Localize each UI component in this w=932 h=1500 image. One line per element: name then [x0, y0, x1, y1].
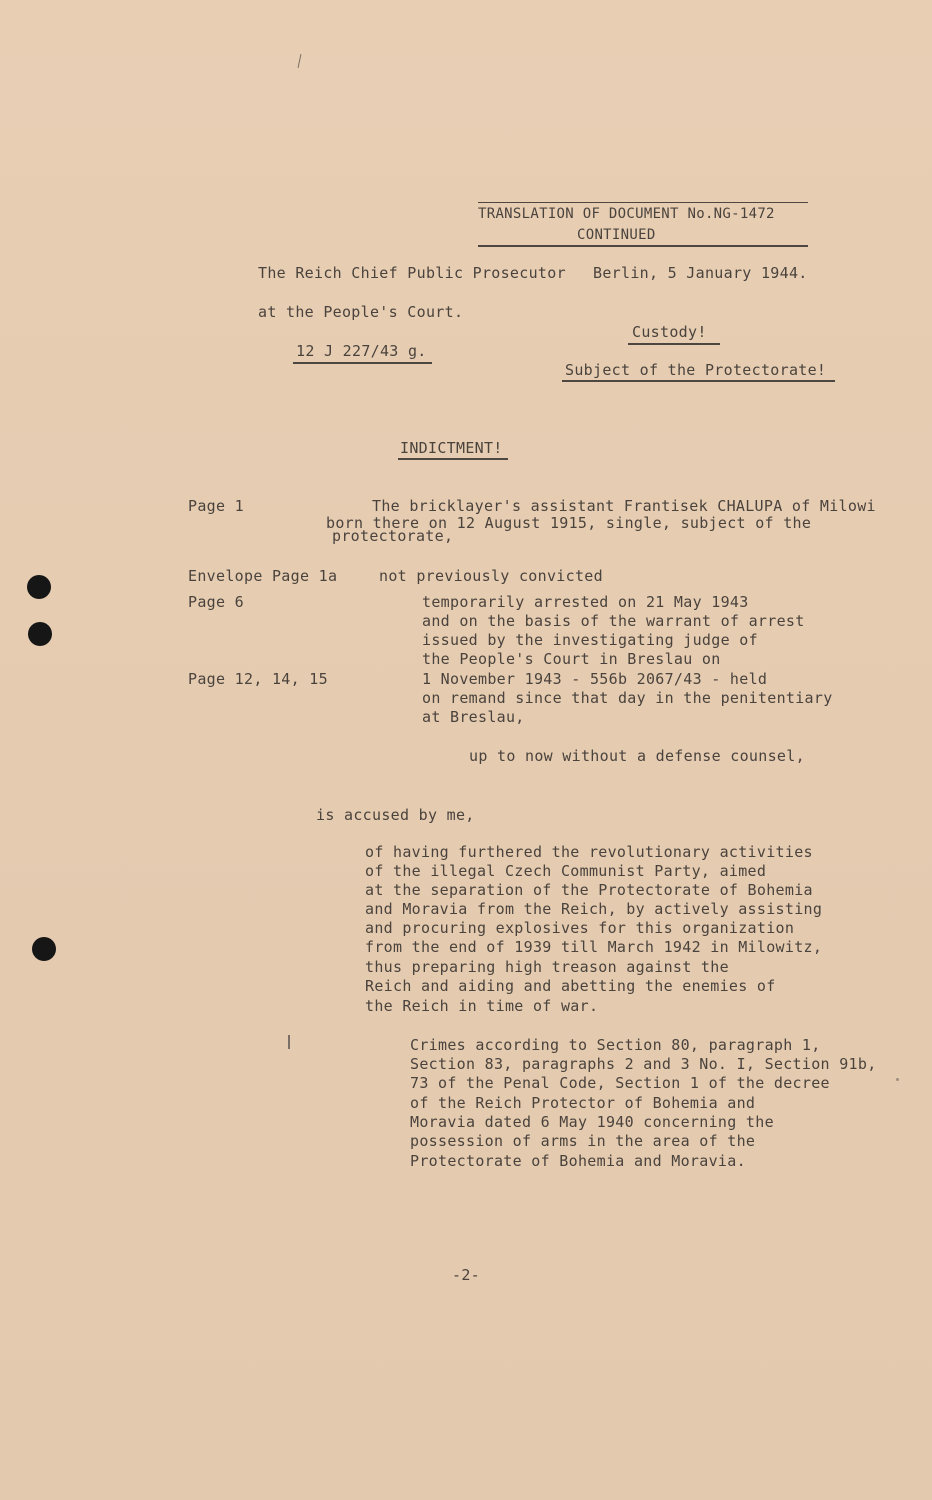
- stray-mark: [288, 1035, 290, 1049]
- entry-line: on remand since that day in the penitentiary: [422, 689, 833, 707]
- charge-line: and procuring explosives for this organization: [365, 919, 795, 937]
- entry-line: protectorate,: [332, 527, 454, 545]
- accused-line: is accused by me,: [316, 806, 475, 824]
- section-title: INDICTMENT!: [400, 439, 503, 457]
- entry-line: temporarily arrested on 21 May 1943: [422, 593, 749, 611]
- margin-ref: Envelope Page 1a: [188, 567, 338, 585]
- entry-line: and on the basis of the warrant of arrest: [422, 612, 805, 630]
- margin-ref: Page 12, 14, 15: [188, 670, 328, 688]
- entry-line: 1 November 1943 - 556b 2067/43 - held: [422, 670, 768, 688]
- sender-line-2: at the People's Court.: [258, 303, 464, 321]
- subject-rule: [562, 380, 835, 382]
- margin-ref: Page 1: [188, 497, 244, 515]
- punch-hole: [32, 937, 56, 961]
- punch-hole: [27, 575, 51, 599]
- crimes-line: Crimes according to Section 80, paragraph 1,: [410, 1036, 821, 1054]
- stray-mark: [298, 54, 302, 68]
- charge-line: and Moravia from the Reich, by actively assisting: [365, 900, 823, 918]
- entry-line: not previously convicted: [379, 567, 603, 585]
- title-rule-top: [478, 202, 808, 203]
- charge-line: at the separation of the Protectorate of Bohemia: [365, 881, 813, 899]
- entry-line: The bricklayer's assistant Frantisek CHALUPA of Milowi: [372, 497, 876, 515]
- charge-line: thus preparing high treason against the: [365, 958, 729, 976]
- charge-line: of the illegal Czech Communist Party, aimed: [365, 862, 767, 880]
- margin-ref: Page 6: [188, 593, 244, 611]
- place-date: Berlin, 5 January 1944.: [593, 264, 808, 282]
- document-title: TRANSLATION OF DOCUMENT No.NG-1472: [478, 206, 775, 222]
- file-number: 12 J 227/43 g.: [296, 342, 427, 360]
- charge-line: of having furthered the revolutionary activities: [365, 843, 813, 861]
- charge-line: the Reich in time of war.: [365, 997, 599, 1015]
- entry-line: issued by the investigating judge of: [422, 631, 758, 649]
- section-title-rule: [398, 458, 508, 460]
- crimes-line: Protectorate of Bohemia and Moravia.: [410, 1152, 746, 1170]
- file-number-rule: [293, 362, 432, 364]
- custody-rule: [628, 343, 720, 345]
- crimes-line: of the Reich Protector of Bohemia and: [410, 1094, 756, 1112]
- subject-status: Subject of the Protectorate!: [565, 361, 827, 379]
- crimes-line: 73 of the Penal Code, Section 1 of the decree: [410, 1074, 830, 1092]
- stray-dot: [896, 1078, 899, 1081]
- title-rule: [478, 245, 808, 247]
- counsel-line: up to now without a defense counsel,: [469, 747, 805, 765]
- crimes-line: Section 83, paragraphs 2 and 3 No. I, Section 91b,: [410, 1055, 877, 1073]
- sender-line-1: The Reich Chief Public Prosecutor: [258, 264, 566, 282]
- crimes-line: Moravia dated 6 May 1940 concerning the: [410, 1113, 774, 1131]
- entry-line: at Breslau,: [422, 708, 525, 726]
- custody-status: Custody!: [632, 323, 707, 341]
- entry-line: born there on 12 August 1915, single, subject of the: [326, 514, 812, 532]
- entry-line: the People's Court in Breslau on: [422, 650, 721, 668]
- document-subtitle: CONTINUED: [577, 227, 656, 243]
- page-number: -2-: [452, 1266, 480, 1284]
- charge-line: from the end of 1939 till March 1942 in Milowitz,: [365, 938, 823, 956]
- punch-hole: [28, 622, 52, 646]
- charge-line: Reich and aiding and abetting the enemies of: [365, 977, 776, 995]
- crimes-line: possession of arms in the area of the: [410, 1132, 756, 1150]
